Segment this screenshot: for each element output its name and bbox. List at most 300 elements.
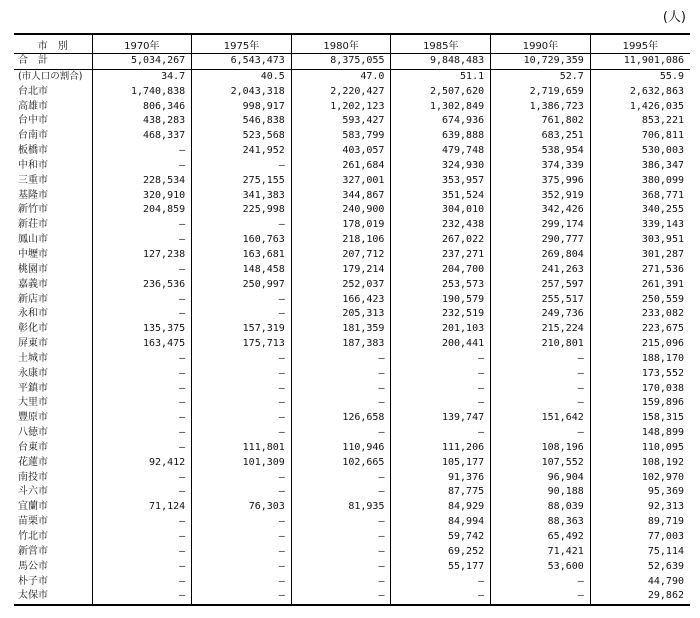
header-city: 市 別 xyxy=(14,34,92,54)
cell-value: 59,742 xyxy=(391,530,491,545)
table-row xyxy=(14,129,690,144)
table-row xyxy=(14,589,690,605)
cell-value: 102,665 xyxy=(291,456,391,471)
cell-value: 187,383 xyxy=(291,337,391,352)
cell-value: — xyxy=(192,575,292,590)
cell-value: 380,099 xyxy=(590,174,690,189)
cell-value: 228,534 xyxy=(92,174,192,189)
cell-value: 178,019 xyxy=(291,218,391,233)
cell-value: 299,174 xyxy=(491,218,591,233)
cell-value: 95,369 xyxy=(590,485,690,500)
table-row xyxy=(14,100,690,115)
cell-value: 301,287 xyxy=(590,248,690,263)
cell-value: 105,177 xyxy=(391,456,491,471)
table-row xyxy=(14,248,690,263)
cell-value: 253,573 xyxy=(391,278,491,293)
cell-value: 2,220,427 xyxy=(291,85,391,100)
cell-value: — xyxy=(92,560,192,575)
cell-value: 179,214 xyxy=(291,263,391,278)
table-row xyxy=(14,174,690,189)
cell-value: — xyxy=(192,307,292,322)
table-row xyxy=(14,307,690,322)
cell-value: — xyxy=(92,293,192,308)
cell-value: 163,681 xyxy=(192,248,292,263)
cell-value: — xyxy=(192,471,292,486)
cell-value: 241,263 xyxy=(491,263,591,278)
cell-value: — xyxy=(391,382,491,397)
cell-value: 53,600 xyxy=(491,560,591,575)
row-label: 竹北市 xyxy=(18,531,48,542)
row-label: 新営市 xyxy=(18,545,48,557)
cell-value: 110,095 xyxy=(590,441,690,456)
cell-value: 523,568 xyxy=(192,129,292,144)
cell-value: 166,423 xyxy=(291,293,391,308)
cell-value: 148,458 xyxy=(192,263,292,278)
cell-value: 76,303 xyxy=(192,500,292,515)
cell-value: 81,935 xyxy=(291,500,391,515)
cell-value: 236,536 xyxy=(92,278,192,293)
cell-value: — xyxy=(92,307,192,322)
row-label: 基隆市 xyxy=(18,189,48,201)
table-row xyxy=(14,293,690,308)
cell-value: — xyxy=(92,441,192,456)
cell-value: 853,221 xyxy=(590,114,690,129)
cell-value: 47.0 xyxy=(291,69,391,84)
cell-value: — xyxy=(291,515,391,530)
cell-value: — xyxy=(491,426,591,441)
row-label: 新店市 xyxy=(18,293,48,305)
cell-value: 91,376 xyxy=(391,471,491,486)
row-label: 南投市 xyxy=(18,471,48,483)
cell-value: — xyxy=(291,545,391,560)
row-label: 朴子市 xyxy=(18,575,48,587)
table-row xyxy=(14,218,690,233)
cell-value: 69,252 xyxy=(391,545,491,560)
header-year: 1970年 xyxy=(92,34,192,54)
cell-value: 75,114 xyxy=(590,545,690,560)
cell-value: — xyxy=(192,545,292,560)
row-label: 永和市 xyxy=(18,308,48,320)
cell-value: — xyxy=(491,575,591,590)
table-row xyxy=(14,382,690,397)
row-label: 嘉義市 xyxy=(18,278,48,290)
row-label: 鳳山市 xyxy=(18,234,48,246)
row-label: 大里市 xyxy=(18,397,48,409)
cell-value: — xyxy=(192,426,292,441)
table-row xyxy=(14,485,690,500)
cell-value: 438,283 xyxy=(92,114,192,129)
row-label: 太保市 xyxy=(14,589,92,605)
cell-value: 110,946 xyxy=(291,441,391,456)
cell-value: 403,057 xyxy=(291,144,391,159)
row-label: 八徳市 xyxy=(18,427,48,439)
cell-value: — xyxy=(391,396,491,411)
cell-value: 101,309 xyxy=(192,456,292,471)
cell-value: — xyxy=(92,575,192,590)
cell-value: 1,740,838 xyxy=(92,85,192,100)
cell-value: 158,315 xyxy=(590,411,690,426)
cell-value: — xyxy=(192,218,292,233)
cell-value: 215,096 xyxy=(590,337,690,352)
cell-value: 761,802 xyxy=(491,114,591,129)
cell-value: — xyxy=(291,530,391,545)
cell-value: — xyxy=(391,352,491,367)
table-row xyxy=(14,114,690,129)
cell-value: — xyxy=(192,515,292,530)
table-row xyxy=(14,367,690,382)
cell-value: — xyxy=(92,515,192,530)
row-label: 苗栗市 xyxy=(18,516,48,528)
row-label: 高雄市 xyxy=(18,100,48,112)
table-row xyxy=(14,575,690,590)
cell-value: 207,712 xyxy=(291,248,391,263)
cell-value: 223,675 xyxy=(590,322,690,337)
table-row xyxy=(14,471,690,486)
row-label: 馬公市 xyxy=(18,560,48,572)
cell-value: — xyxy=(491,352,591,367)
cell-value: — xyxy=(291,485,391,500)
cell-value: — xyxy=(92,263,192,278)
row-label: 新荘市 xyxy=(18,219,48,231)
cell-value: 269,804 xyxy=(491,248,591,263)
cell-value: 479,748 xyxy=(391,144,491,159)
cell-value: 257,597 xyxy=(491,278,591,293)
cell-value: 71,421 xyxy=(491,545,591,560)
cell-value: 303,951 xyxy=(590,233,690,248)
cell-value: — xyxy=(92,159,192,174)
header-year: 1975年 xyxy=(192,34,292,54)
cell-value: 546,838 xyxy=(192,114,292,129)
population-table xyxy=(14,33,690,606)
cell-value: — xyxy=(92,382,192,397)
cell-value: — xyxy=(92,218,192,233)
cell-value: 151,642 xyxy=(491,411,591,426)
cell-value: — xyxy=(192,530,292,545)
cell-value: 583,799 xyxy=(291,129,391,144)
table-row xyxy=(14,515,690,530)
cell-value: 261,684 xyxy=(291,159,391,174)
table-row xyxy=(14,530,690,545)
row-label: 豐原市 xyxy=(18,412,48,424)
cell-value: 71,124 xyxy=(92,500,192,515)
cell-value: 1,302,849 xyxy=(391,100,491,115)
row-label: 桃園市 xyxy=(18,263,48,275)
cell-value: 233,082 xyxy=(590,307,690,322)
cell-value: 241,952 xyxy=(192,144,292,159)
row-label: 土城市 xyxy=(18,352,48,364)
cell-value: 160,763 xyxy=(192,233,292,248)
cell-value: 190,579 xyxy=(391,293,491,308)
cell-value: — xyxy=(92,471,192,486)
cell-value: 593,427 xyxy=(291,114,391,129)
cell-value: 255,517 xyxy=(491,293,591,308)
cell-value: 204,700 xyxy=(391,263,491,278)
row-label: 斗六市 xyxy=(18,486,48,498)
cell-value: 275,155 xyxy=(192,174,292,189)
cell-value: — xyxy=(291,382,391,397)
cell-value: 8,375,055 xyxy=(291,54,391,70)
row-label: 中和市 xyxy=(18,159,48,171)
total-row xyxy=(14,54,690,70)
cell-value: — xyxy=(291,575,391,590)
cell-value: 84,929 xyxy=(391,500,491,515)
cell-value: 324,930 xyxy=(391,159,491,174)
row-label: 合 計 xyxy=(14,54,92,70)
cell-value: — xyxy=(192,352,292,367)
header-year: 1980年 xyxy=(291,34,391,54)
cell-value: 201,103 xyxy=(391,322,491,337)
table-row xyxy=(14,144,690,159)
cell-value: 111,801 xyxy=(192,441,292,456)
row-label: 新竹市 xyxy=(18,204,48,216)
cell-value: 340,255 xyxy=(590,203,690,218)
cell-value: — xyxy=(92,545,192,560)
cell-value: — xyxy=(192,159,292,174)
cell-value: 327,001 xyxy=(291,174,391,189)
cell-value: 806,346 xyxy=(92,100,192,115)
cell-value: 351,524 xyxy=(391,189,491,204)
cell-value: 102,970 xyxy=(590,471,690,486)
cell-value: 232,438 xyxy=(391,218,491,233)
cell-value: 170,038 xyxy=(590,382,690,397)
table-row xyxy=(14,456,690,471)
cell-value: — xyxy=(491,367,591,382)
cell-value: 175,713 xyxy=(192,337,292,352)
cell-value: 249,736 xyxy=(491,307,591,322)
cell-value: — xyxy=(92,144,192,159)
cell-value: 2,507,620 xyxy=(391,85,491,100)
cell-value: 29,862 xyxy=(590,589,690,605)
table-row xyxy=(14,352,690,367)
cell-value: — xyxy=(291,471,391,486)
cell-value: 204,859 xyxy=(92,203,192,218)
cell-value: — xyxy=(491,589,591,605)
table-row xyxy=(14,396,690,411)
cell-value: 386,347 xyxy=(590,159,690,174)
cell-value: 304,010 xyxy=(391,203,491,218)
row-label: 台東市 xyxy=(18,441,48,453)
cell-value: — xyxy=(192,382,292,397)
cell-value: 674,936 xyxy=(391,114,491,129)
cell-value: — xyxy=(92,367,192,382)
table-row xyxy=(14,545,690,560)
header-year: 1990年 xyxy=(491,34,591,54)
cell-value: 55.9 xyxy=(590,69,690,84)
cell-value: — xyxy=(192,367,292,382)
cell-value: 639,888 xyxy=(391,129,491,144)
row-label: 永康市 xyxy=(18,367,48,379)
cell-value: 2,719,659 xyxy=(491,85,591,100)
cell-value: 92,412 xyxy=(92,456,192,471)
cell-value: 107,552 xyxy=(491,456,591,471)
cell-value: 111,206 xyxy=(391,441,491,456)
cell-value: 163,475 xyxy=(92,337,192,352)
cell-value: 2,043,318 xyxy=(192,85,292,100)
cell-value: — xyxy=(92,589,192,605)
row-label: 宜蘭市 xyxy=(18,501,48,513)
cell-value: 344,867 xyxy=(291,189,391,204)
cell-value: — xyxy=(192,411,292,426)
cell-value: — xyxy=(192,589,292,605)
cell-value: 375,996 xyxy=(491,174,591,189)
cell-value: 34.7 xyxy=(92,69,192,84)
cell-value: 88,039 xyxy=(491,500,591,515)
cell-value: 157,319 xyxy=(192,322,292,337)
cell-value: 148,899 xyxy=(590,426,690,441)
row-label: 花蓮市 xyxy=(18,456,48,468)
cell-value: 9,848,483 xyxy=(391,54,491,70)
cell-value: 77,003 xyxy=(590,530,690,545)
cell-value: — xyxy=(192,293,292,308)
cell-value: 44,790 xyxy=(590,575,690,590)
ratio-row xyxy=(14,69,690,84)
cell-value: — xyxy=(491,396,591,411)
cell-value: 200,441 xyxy=(391,337,491,352)
row-label: 台北市 xyxy=(18,85,48,97)
cell-value: — xyxy=(391,367,491,382)
header-year: 1985年 xyxy=(391,34,491,54)
cell-value: 90,188 xyxy=(491,485,591,500)
table-row xyxy=(14,159,690,174)
cell-value: 468,337 xyxy=(92,129,192,144)
cell-value: 11,901,086 xyxy=(590,54,690,70)
table-row xyxy=(14,500,690,515)
cell-value: 267,022 xyxy=(391,233,491,248)
cell-value: — xyxy=(92,352,192,367)
cell-value: 159,896 xyxy=(590,396,690,411)
cell-value: 290,777 xyxy=(491,233,591,248)
cell-value: 353,957 xyxy=(391,174,491,189)
cell-value: — xyxy=(92,485,192,500)
cell-value: — xyxy=(92,411,192,426)
cell-value: 218,106 xyxy=(291,233,391,248)
row-label: 三重市 xyxy=(18,174,48,186)
header-row xyxy=(14,34,690,54)
cell-value: 127,238 xyxy=(92,248,192,263)
cell-value: 374,339 xyxy=(491,159,591,174)
cell-value: 188,170 xyxy=(590,352,690,367)
cell-value: 706,811 xyxy=(590,129,690,144)
cell-value: 108,192 xyxy=(590,456,690,471)
cell-value: 205,313 xyxy=(291,307,391,322)
cell-value: — xyxy=(192,560,292,575)
cell-value: 683,251 xyxy=(491,129,591,144)
cell-value: 320,910 xyxy=(92,189,192,204)
cell-value: — xyxy=(291,396,391,411)
cell-value: 126,658 xyxy=(291,411,391,426)
cell-value: 55,177 xyxy=(391,560,491,575)
cell-value: 52,639 xyxy=(590,560,690,575)
cell-value: 237,271 xyxy=(391,248,491,263)
table-row xyxy=(14,203,690,218)
cell-value: — xyxy=(92,396,192,411)
cell-value: 87,775 xyxy=(391,485,491,500)
cell-value: 232,519 xyxy=(391,307,491,322)
cell-value: — xyxy=(192,485,292,500)
cell-value: — xyxy=(192,396,292,411)
cell-value: 271,536 xyxy=(590,263,690,278)
cell-value: 1,386,723 xyxy=(491,100,591,115)
cell-value: 250,997 xyxy=(192,278,292,293)
cell-value: — xyxy=(391,589,491,605)
cell-value: — xyxy=(391,575,491,590)
cell-value: 88,363 xyxy=(491,515,591,530)
table-row xyxy=(14,278,690,293)
table-row xyxy=(14,233,690,248)
table-body xyxy=(14,54,690,606)
cell-value: 108,196 xyxy=(491,441,591,456)
cell-value: 135,375 xyxy=(92,322,192,337)
table-row xyxy=(14,263,690,278)
cell-value: 89,719 xyxy=(590,515,690,530)
cell-value: 339,143 xyxy=(590,218,690,233)
row-label: 屏東市 xyxy=(18,338,48,350)
row-label: (市人口の割合) xyxy=(18,70,83,82)
table-row xyxy=(14,85,690,100)
cell-value: 96,904 xyxy=(491,471,591,486)
row-label: 台南市 xyxy=(18,130,48,142)
cell-value: — xyxy=(291,367,391,382)
cell-value: — xyxy=(391,426,491,441)
table-row xyxy=(14,560,690,575)
row-label: 平鎮市 xyxy=(18,382,48,394)
row-label: 板橋市 xyxy=(18,145,48,157)
table-row xyxy=(14,411,690,426)
cell-value: 250,559 xyxy=(590,293,690,308)
cell-value: 1,202,123 xyxy=(291,100,391,115)
row-label: 台中市 xyxy=(18,115,48,127)
cell-value: 65,492 xyxy=(491,530,591,545)
cell-value: — xyxy=(291,589,391,605)
cell-value: 240,900 xyxy=(291,203,391,218)
cell-value: 368,771 xyxy=(590,189,690,204)
cell-value: 10,729,359 xyxy=(491,54,591,70)
cell-value: 51.1 xyxy=(391,69,491,84)
cell-value: — xyxy=(291,352,391,367)
unit-label: (人) xyxy=(662,10,686,25)
cell-value: 538,954 xyxy=(491,144,591,159)
cell-value: — xyxy=(291,426,391,441)
cell-value: 225,998 xyxy=(192,203,292,218)
table-row xyxy=(14,322,690,337)
cell-value: 40.5 xyxy=(192,69,292,84)
cell-value: 530,003 xyxy=(590,144,690,159)
cell-value: 6,543,473 xyxy=(192,54,292,70)
cell-value: 5,034,267 xyxy=(92,54,192,70)
cell-value: 261,391 xyxy=(590,278,690,293)
row-label: 中壢市 xyxy=(18,248,48,260)
cell-value: 139,747 xyxy=(391,411,491,426)
row-label: 彰化市 xyxy=(18,323,48,335)
header-year: 1995年 xyxy=(590,34,690,54)
cell-value: 342,426 xyxy=(491,203,591,218)
cell-value: 181,359 xyxy=(291,322,391,337)
cell-value: — xyxy=(92,233,192,248)
cell-value: 84,994 xyxy=(391,515,491,530)
cell-value: 92,313 xyxy=(590,500,690,515)
cell-value: 1,426,035 xyxy=(590,100,690,115)
table-row xyxy=(14,337,690,352)
cell-value: 173,552 xyxy=(590,367,690,382)
cell-value: 215,224 xyxy=(491,322,591,337)
cell-value: — xyxy=(291,560,391,575)
cell-value: 252,037 xyxy=(291,278,391,293)
cell-value: 210,801 xyxy=(491,337,591,352)
cell-value: 341,383 xyxy=(192,189,292,204)
cell-value: — xyxy=(92,426,192,441)
cell-value: 352,919 xyxy=(491,189,591,204)
cell-value: 2,632,863 xyxy=(590,85,690,100)
